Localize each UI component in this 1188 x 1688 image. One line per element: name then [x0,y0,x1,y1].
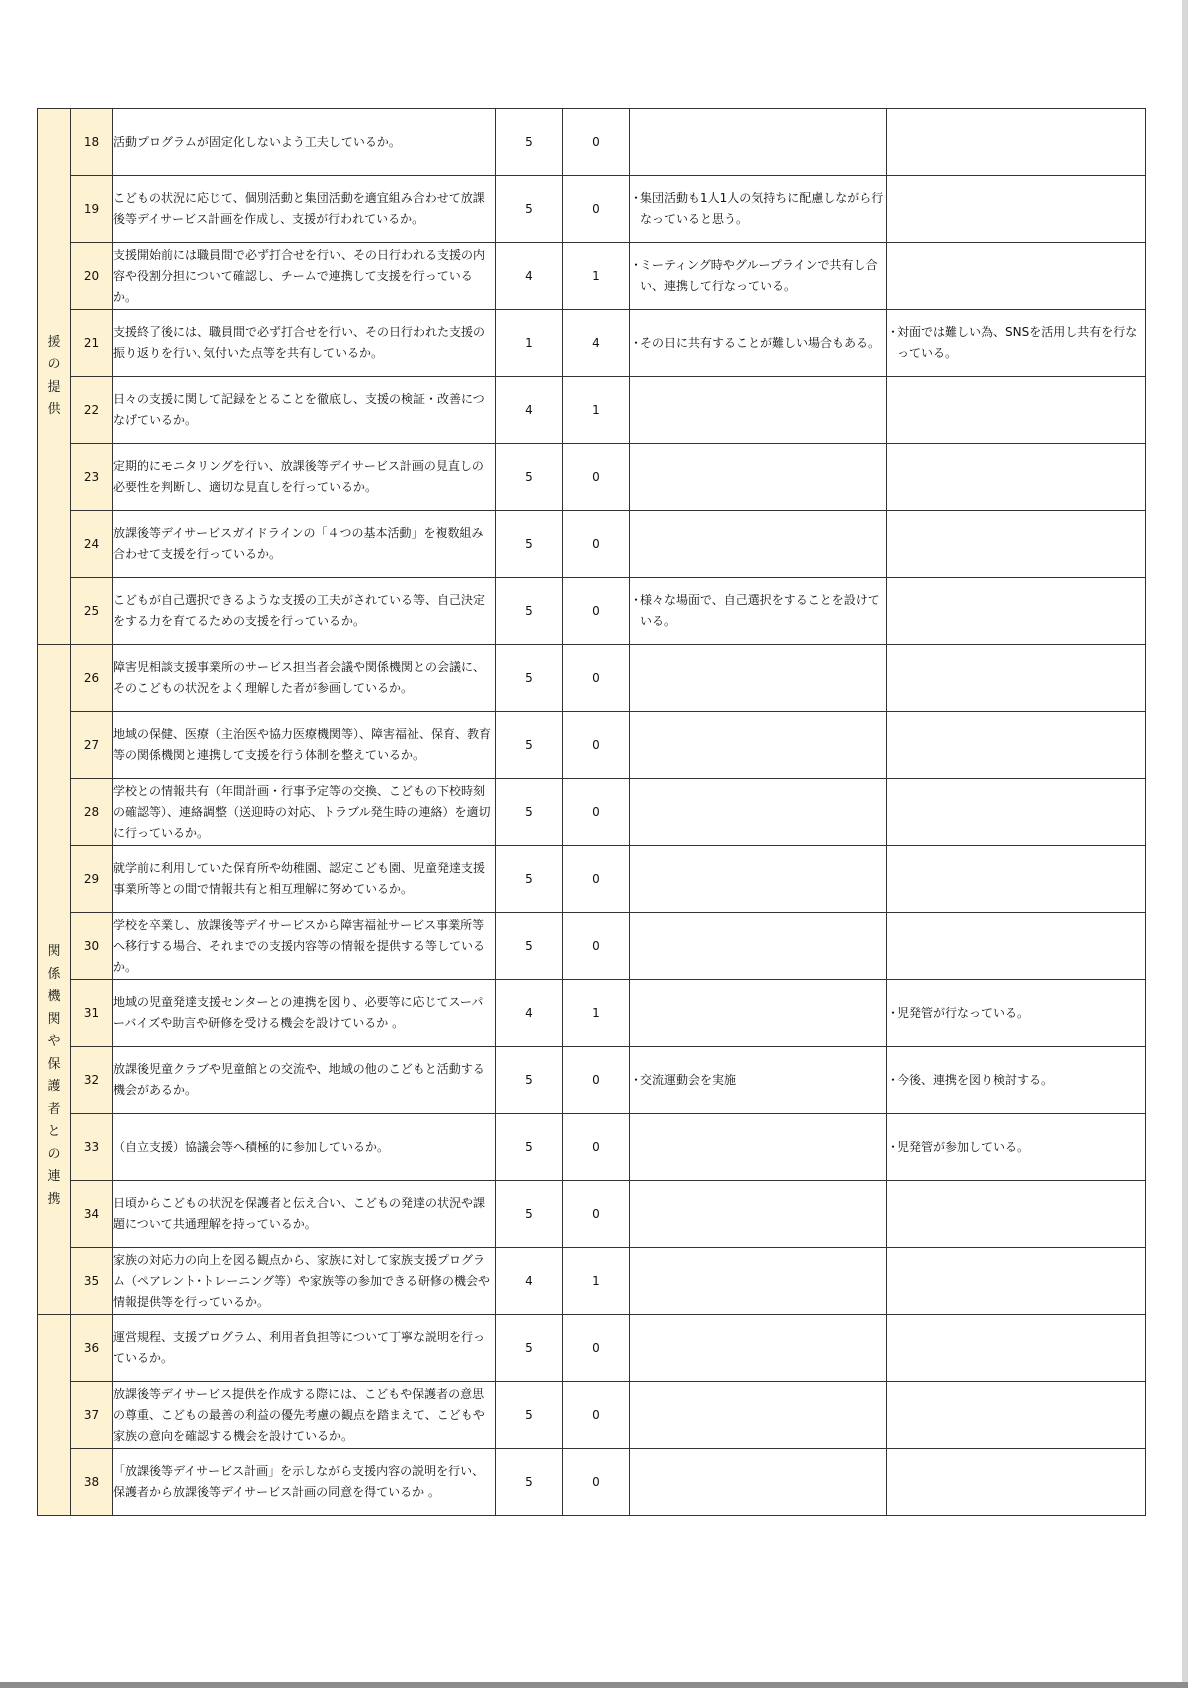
staff-comment [630,846,887,913]
count-no: 1 [563,980,630,1047]
item-question: 定期的にモニタリングを行い、放課後等デイサービス計画の見直しの必要性を判断し、適切な見直しを行っているか。 [113,444,496,511]
staff-comment [630,1114,887,1181]
count-no: 0 [563,645,630,712]
table-row [38,913,1146,980]
item-question: こどもが自己選択できるような支援の工夫がされている等、自己決定をする力を育てるための支援を行っているか。 [113,578,496,645]
staff-comment [630,779,887,846]
staff-comment [630,511,887,578]
category-cell [38,645,71,1315]
evaluation-table [37,108,1146,1516]
item-number: 30 [71,913,113,980]
item-number: 37 [71,1382,113,1449]
item-number: 33 [71,1114,113,1181]
item-question: 運営規程、支援プログラム、利用者負担等について丁寧な説明を行っているか。 [113,1315,496,1382]
staff-comment [630,1382,887,1449]
comment-text: その日に共有することが難しい場合もある。 [640,335,881,350]
category-label: 援 の 提 供 [47,334,61,417]
count-yes: 5 [496,1315,563,1382]
count-no: 4 [563,310,630,377]
staff-comment [630,1181,887,1248]
count-yes: 5 [496,846,563,913]
improvement-plan [887,1181,1146,1248]
item-number: 35 [71,1248,113,1315]
comment-line [630,188,886,230]
staff-comment [630,980,887,1047]
count-no: 0 [563,109,630,176]
staff-comment [630,377,887,444]
improvement-plan [887,1449,1146,1516]
item-question: 日々の支援に関して記録をとることを徹底し、支援の検証・改善につなげているか。 [113,377,496,444]
table-row [38,1248,1146,1315]
count-no: 0 [563,1114,630,1181]
item-question: 支援開始前には職員間で必ず打合せを行い、その日行われる支援の内容や役割分担について確認し、チームで連携して支援を行っているか。 [113,243,496,310]
comment-text: ミーティング時やグループラインで共有し合い、連携して行なっている。 [640,258,878,293]
comment-line [887,1137,1145,1158]
staff-comment [630,712,887,779]
count-no: 0 [563,1181,630,1248]
item-number: 26 [71,645,113,712]
item-question: 障害児相談支援事業所のサービス担当者会議や関係機関との会議に、そのこどもの状況をよく理解した者が参画しているか。 [113,645,496,712]
count-no: 0 [563,1449,630,1516]
improvement-plan [887,176,1146,243]
improvement-plan [887,1248,1146,1315]
bullet-mark: ・ [887,1072,900,1087]
improvement-plan [887,712,1146,779]
count-yes: 5 [496,1047,563,1114]
bullet-mark: ・ [630,593,643,607]
improvement-plan [887,310,1146,377]
staff-comment [630,1449,887,1516]
item-question: 日頃からこどもの状況を保護者と伝え合い、こどもの発達の状況や課題について共通理解を持っているか。 [113,1181,496,1248]
count-no: 0 [563,1315,630,1382]
improvement-plan [887,578,1146,645]
table-row [38,712,1146,779]
table-row [38,176,1146,243]
improvement-plan [887,1315,1146,1382]
comment-text: 対面では難しい為、SNSを活用し共有を行なっている。 [897,325,1138,360]
count-yes: 5 [496,109,563,176]
table-row [38,1181,1146,1248]
comment-line [630,333,886,354]
item-question: 地域の児童発達支援センターとの連携を図り、必要等に応じてスーパーバイズや助言や研修を受ける機会を設けているか 。 [113,980,496,1047]
bullet-mark: ・ [887,1139,900,1154]
improvement-plan [887,846,1146,913]
comment-line [887,1003,1145,1024]
item-question: 学校との情報共有（年間計画・行事予定等の交換、こどもの下校時刻の確認等）、連絡調整（送迎時の対応、トラブル発生時の連絡）を適切に行っているか。 [113,779,496,846]
count-no: 0 [563,1047,630,1114]
count-no: 0 [563,712,630,779]
count-no: 1 [563,1248,630,1315]
table-row [38,1449,1146,1516]
category-label: 関 係 機 関 や 保 護 者 と の 連 携 [47,944,61,1207]
item-number: 21 [71,310,113,377]
staff-comment [630,1248,887,1315]
staff-comment [630,444,887,511]
improvement-plan [887,1382,1146,1449]
count-yes: 5 [496,645,563,712]
count-no: 0 [563,1382,630,1449]
count-yes: 1 [496,310,563,377]
item-question: 活動プログラムが固定化しないよう工夫しているか。 [113,109,496,176]
table-row [38,578,1146,645]
staff-comment [630,1315,887,1382]
comment-text: 様々な場面で、自己選択をすることを設けている。 [640,593,880,628]
category-cell [38,109,71,645]
count-yes: 5 [496,176,563,243]
count-yes: 5 [496,1181,563,1248]
item-number: 19 [71,176,113,243]
count-no: 0 [563,578,630,645]
item-number: 32 [71,1047,113,1114]
count-yes: 4 [496,377,563,444]
item-number: 25 [71,578,113,645]
count-yes: 5 [496,1449,563,1516]
improvement-plan [887,779,1146,846]
improvement-plan [887,511,1146,578]
improvement-plan [887,243,1146,310]
improvement-plan [887,109,1146,176]
item-number: 22 [71,377,113,444]
comment-line [630,255,886,297]
bullet-mark: ・ [630,258,643,272]
bullet-mark: ・ [630,191,643,205]
comment-text: 今後、連携を図り検討する。 [897,1072,1054,1087]
item-number: 34 [71,1181,113,1248]
staff-comment [630,645,887,712]
count-no: 0 [563,846,630,913]
improvement-plan [887,1047,1146,1114]
table-row [38,109,1146,176]
item-number: 31 [71,980,113,1047]
improvement-plan [887,913,1146,980]
table-row [38,444,1146,511]
count-yes: 5 [496,712,563,779]
item-number: 20 [71,243,113,310]
item-question: 家族の対応力の向上を図る観点から、家族に対して家族支援プログラム（ペアレント･トレーニング等）や家族等の参加できる研修の機会や情報提供等を行っているか。 [113,1248,496,1315]
comment-text: 集団活動も1人1人の気持ちに配慮しながら行なっていると思う。 [640,191,884,226]
staff-comment [630,913,887,980]
table-row [38,1315,1146,1382]
bullet-mark: ・ [887,1005,900,1020]
staff-comment [630,578,887,645]
table-row [38,243,1146,310]
count-no: 1 [563,243,630,310]
staff-comment [630,176,887,243]
item-number: 18 [71,109,113,176]
count-yes: 4 [496,980,563,1047]
bullet-mark: ・ [630,335,643,350]
comment-text: 児発管が参加している。 [897,1139,1030,1154]
count-no: 0 [563,176,630,243]
count-no: 0 [563,511,630,578]
count-yes: 5 [496,1382,563,1449]
improvement-plan [887,1114,1146,1181]
table-row [38,846,1146,913]
comment-text: 交流運動会を実施 [640,1072,737,1087]
item-question: こどもの状況に応じて、個別活動と集団活動を適宜組み合わせて放課後等デイサービス計画を作成し、支援が行われているか。 [113,176,496,243]
table-row [38,1114,1146,1181]
comment-line [630,590,886,632]
item-question: 地域の保健、医療（主治医や協力医療機関等）、障害福祉、保育、教育等の関係機関と連携して支援を行う体制を整えているか。 [113,712,496,779]
table-row [38,645,1146,712]
table-row [38,980,1146,1047]
count-yes: 5 [496,578,563,645]
item-question: 就学前に利用していた保育所や幼稚園、認定こども園、児童発達支援事業所等との間で情報共有と相互理解に努めているか。 [113,846,496,913]
count-yes: 4 [496,243,563,310]
count-no: 0 [563,913,630,980]
category-cell [38,1315,71,1516]
count-no: 0 [563,444,630,511]
item-number: 23 [71,444,113,511]
improvement-plan [887,444,1146,511]
item-number: 29 [71,846,113,913]
staff-comment [630,1047,887,1114]
item-question: 学校を卒業し、放課後等デイサービスから障害福祉サービス事業所等へ移行する場合、それまでの支援内容等の情報を提供する等しているか。 [113,913,496,980]
comment-text: 児発管が行なっている。 [897,1005,1030,1020]
item-question: 放課後児童クラブや児童館との交流や、地域の他のこどもと活動する機会があるか。 [113,1047,496,1114]
item-question: 支援終了後には、職員間で必ず打合せを行い、その日行われた支援の振り返りを行い､気付いた点等を共有しているか。 [113,310,496,377]
item-number: 24 [71,511,113,578]
staff-comment [630,310,887,377]
count-yes: 4 [496,1248,563,1315]
item-question: 放課後等デイサービス提供を作成する際には、こどもや保護者の意思の尊重、こどもの最善の利益の優先考慮の観点を踏まえて、こどもや家族の意向を確認する機会を設けているか。 [113,1382,496,1449]
table-row [38,1382,1146,1449]
count-yes: 5 [496,511,563,578]
page-edge-right [1182,0,1188,1688]
count-yes: 5 [496,444,563,511]
item-number: 36 [71,1315,113,1382]
table-row [38,377,1146,444]
improvement-plan [887,377,1146,444]
count-yes: 5 [496,779,563,846]
count-yes: 5 [496,1114,563,1181]
improvement-plan [887,980,1146,1047]
bullet-mark: ・ [887,325,900,339]
item-question: （自立支援）協議会等へ積極的に参加しているか。 [113,1114,496,1181]
item-number: 28 [71,779,113,846]
table-row [38,511,1146,578]
item-question: 放課後等デイサービスガイドラインの「４つの基本活動」を複数組み合わせて支援を行っているか。 [113,511,496,578]
staff-comment [630,109,887,176]
comment-line [630,1070,886,1091]
item-number: 27 [71,712,113,779]
item-number: 38 [71,1449,113,1516]
comment-line [887,1070,1145,1091]
comment-line [887,322,1145,364]
count-yes: 5 [496,913,563,980]
improvement-plan [887,645,1146,712]
page-edge-bottom [0,1682,1188,1688]
table-row [38,779,1146,846]
count-no: 1 [563,377,630,444]
table-row [38,310,1146,377]
count-no: 0 [563,779,630,846]
staff-comment [630,243,887,310]
bullet-mark: ・ [630,1072,643,1087]
table-row [38,1047,1146,1114]
item-question: 「放課後等デイサービス計画」を示しながら支援内容の説明を行い、保護者から放課後等デイサービス計画の同意を得ているか 。 [113,1449,496,1516]
